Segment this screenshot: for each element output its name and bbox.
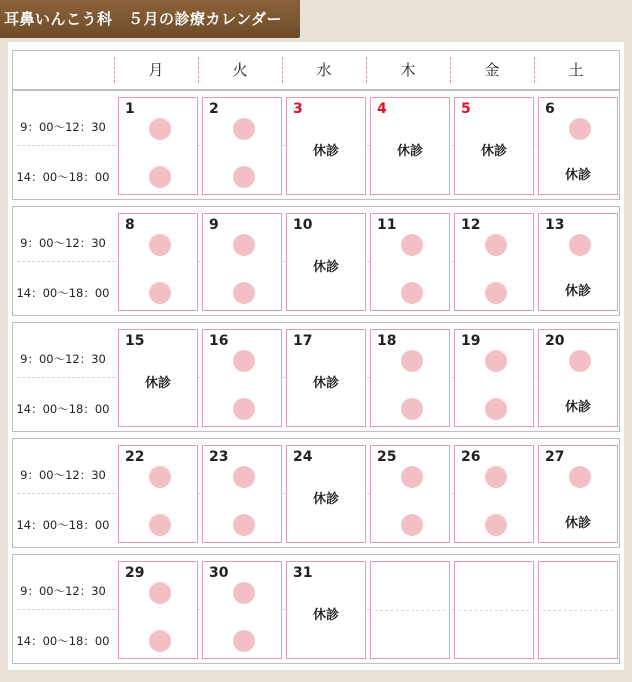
day-number: 5 xyxy=(461,101,471,117)
open-slot-dot xyxy=(233,166,255,188)
day-cell xyxy=(118,445,198,543)
open-slot-dot xyxy=(149,118,171,140)
open-slot-dot xyxy=(401,398,423,420)
day-cell xyxy=(202,97,282,195)
open-slot-dot xyxy=(233,398,255,420)
header-divider xyxy=(534,57,535,83)
day-cell xyxy=(454,445,534,543)
time-label-am: 9：00～12：30 xyxy=(20,352,106,366)
closed-label: 休診 xyxy=(312,376,339,391)
day-number: 11 xyxy=(377,217,397,233)
day-cell xyxy=(286,213,366,311)
day-cell xyxy=(538,97,618,195)
closed-label: 休診 xyxy=(312,144,339,159)
day-cell xyxy=(202,445,282,543)
open-slot-dot xyxy=(233,514,255,536)
week-row xyxy=(12,90,620,200)
open-slot-dot xyxy=(569,234,591,256)
weekday-header-4: 金 xyxy=(484,61,500,79)
open-slot-dot xyxy=(401,466,423,488)
day-cell xyxy=(454,97,534,195)
time-label-pm: 14：00～18：00 xyxy=(16,170,110,184)
weekday-header-5: 土 xyxy=(568,61,584,79)
day-number: 29 xyxy=(125,565,145,581)
day-cell xyxy=(370,213,450,311)
day-number: 15 xyxy=(125,333,145,349)
day-number: 22 xyxy=(125,449,145,465)
calendar-panel xyxy=(8,42,624,670)
day-number: 24 xyxy=(293,449,313,465)
open-slot-dot xyxy=(401,350,423,372)
day-number: 4 xyxy=(377,101,387,117)
closed-label: 休診 xyxy=(564,516,591,531)
day-cell xyxy=(538,445,618,543)
open-slot-dot xyxy=(233,282,255,304)
day-cell xyxy=(202,329,282,427)
time-label-pm: 14：00～18：00 xyxy=(16,286,110,300)
week-row xyxy=(12,206,620,316)
open-slot-dot xyxy=(233,466,255,488)
day-number: 6 xyxy=(545,101,555,117)
closed-label: 休診 xyxy=(564,400,591,415)
day-number: 16 xyxy=(209,333,229,349)
open-slot-dot xyxy=(485,514,507,536)
header-divider xyxy=(282,57,283,83)
day-number: 18 xyxy=(377,333,397,349)
day-number: 25 xyxy=(377,449,397,465)
weekday-header-1: 火 xyxy=(232,61,248,79)
day-cell xyxy=(370,445,450,543)
day-number: 27 xyxy=(545,449,565,465)
day-number: 20 xyxy=(545,333,565,349)
day-number: 3 xyxy=(293,101,303,117)
day-cell xyxy=(454,329,534,427)
day-number: 13 xyxy=(545,217,565,233)
time-label-pm: 14：00～18：00 xyxy=(16,402,110,416)
cell-divider xyxy=(459,610,529,611)
day-number: 2 xyxy=(209,101,219,117)
open-slot-dot xyxy=(401,282,423,304)
day-cell xyxy=(286,561,366,659)
cell-divider xyxy=(543,610,613,611)
time-label-am: 9：00～12：30 xyxy=(20,468,106,482)
closed-label: 休診 xyxy=(480,144,507,159)
open-slot-dot xyxy=(485,466,507,488)
open-slot-dot xyxy=(485,398,507,420)
closed-label: 休診 xyxy=(312,608,339,623)
header-divider xyxy=(114,57,115,83)
open-slot-dot xyxy=(149,166,171,188)
day-cell xyxy=(538,213,618,311)
open-slot-dot xyxy=(401,234,423,256)
week-row xyxy=(12,554,620,664)
time-label-pm: 14：00～18：00 xyxy=(16,634,110,648)
header-divider xyxy=(450,57,451,83)
cell-divider xyxy=(375,610,445,611)
open-slot-dot xyxy=(233,630,255,652)
closed-label: 休診 xyxy=(144,376,171,391)
empty-day-cell xyxy=(454,561,534,659)
day-cell xyxy=(118,329,198,427)
day-cell xyxy=(118,213,198,311)
header-divider xyxy=(198,57,199,83)
day-number: 19 xyxy=(461,333,481,349)
time-label-am: 9：00～12：30 xyxy=(20,120,106,134)
empty-day-cell xyxy=(538,561,618,659)
weekday-header-0: 月 xyxy=(148,61,164,79)
day-cell xyxy=(202,213,282,311)
closed-label: 休診 xyxy=(564,168,591,183)
day-number: 8 xyxy=(125,217,135,233)
day-number: 31 xyxy=(293,565,313,581)
open-slot-dot xyxy=(569,350,591,372)
page-title: 耳鼻いんこう科 ５月の診療カレンダー xyxy=(4,10,283,28)
open-slot-dot xyxy=(233,118,255,140)
day-cell xyxy=(286,97,366,195)
day-cell xyxy=(538,329,618,427)
day-cell xyxy=(118,97,198,195)
weekday-header-3: 木 xyxy=(400,61,416,79)
day-cell xyxy=(118,561,198,659)
open-slot-dot xyxy=(485,234,507,256)
day-number: 9 xyxy=(209,217,219,233)
day-number: 26 xyxy=(461,449,481,465)
open-slot-dot xyxy=(569,118,591,140)
weekday-header-2: 水 xyxy=(316,61,332,79)
open-slot-dot xyxy=(569,466,591,488)
open-slot-dot xyxy=(149,282,171,304)
open-slot-dot xyxy=(149,582,171,604)
open-slot-dot xyxy=(149,466,171,488)
day-cell xyxy=(370,329,450,427)
closed-label: 休診 xyxy=(564,284,591,299)
open-slot-dot xyxy=(149,514,171,536)
day-number: 12 xyxy=(461,217,481,233)
day-cell xyxy=(286,329,366,427)
day-cell xyxy=(454,213,534,311)
week-row xyxy=(12,438,620,548)
day-number: 10 xyxy=(293,217,313,233)
open-slot-dot xyxy=(149,630,171,652)
open-slot-dot xyxy=(485,350,507,372)
time-label-am: 9：00～12：30 xyxy=(20,584,106,598)
day-cell xyxy=(202,561,282,659)
day-cell xyxy=(286,445,366,543)
empty-day-cell xyxy=(370,561,450,659)
day-number: 30 xyxy=(209,565,229,581)
open-slot-dot xyxy=(485,282,507,304)
weekday-header-row xyxy=(12,50,620,90)
week-row xyxy=(12,322,620,432)
closed-label: 休診 xyxy=(396,144,423,159)
time-label-pm: 14：00～18：00 xyxy=(16,518,110,532)
header-divider xyxy=(366,57,367,83)
open-slot-dot xyxy=(233,234,255,256)
day-number: 23 xyxy=(209,449,229,465)
open-slot-dot xyxy=(233,350,255,372)
time-label-am: 9：00～12：30 xyxy=(20,236,106,250)
day-number: 1 xyxy=(125,101,135,117)
open-slot-dot xyxy=(401,514,423,536)
open-slot-dot xyxy=(149,234,171,256)
title-banner xyxy=(0,0,300,38)
day-cell xyxy=(370,97,450,195)
day-number: 17 xyxy=(293,333,313,349)
closed-label: 休診 xyxy=(312,492,339,507)
open-slot-dot xyxy=(233,582,255,604)
closed-label: 休診 xyxy=(312,260,339,275)
